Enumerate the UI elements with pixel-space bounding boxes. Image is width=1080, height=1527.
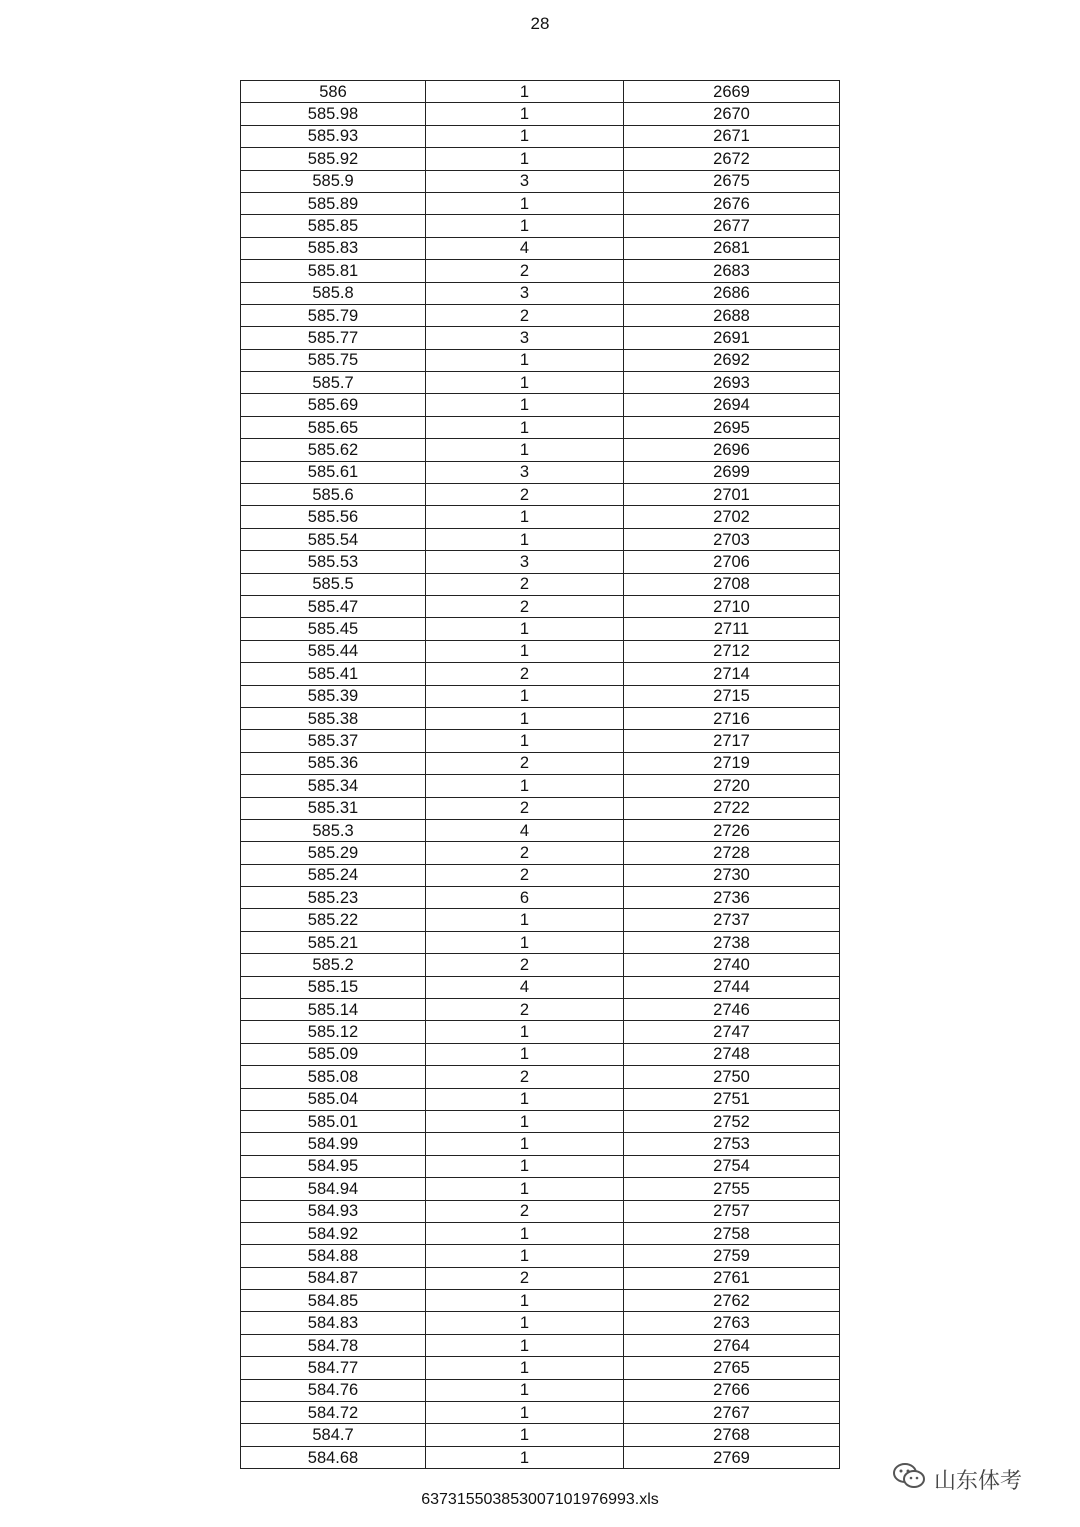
score-cell: 585.83 [241,237,426,259]
table-row [241,484,840,506]
count-cell: 1 [426,439,624,461]
count-cell: 1 [426,685,624,707]
table-row [241,1133,840,1155]
table-row [241,372,840,394]
count-cell: 1 [426,528,624,550]
score-cell: 585.5 [241,573,426,595]
score-cell: 585.54 [241,528,426,550]
count-cell: 2 [426,842,624,864]
table-row [241,394,840,416]
score-cell: 585.24 [241,864,426,886]
table-row [241,819,840,841]
cumulative-cell: 2694 [624,394,840,416]
count-cell: 1 [426,1110,624,1132]
score-cell: 585.61 [241,461,426,483]
cumulative-cell: 2701 [624,484,840,506]
score-cell: 585.12 [241,1021,426,1043]
score-cell: 585.8 [241,282,426,304]
score-cell: 585.89 [241,192,426,214]
count-cell: 2 [426,954,624,976]
cumulative-cell: 2714 [624,663,840,685]
score-cell: 585.92 [241,148,426,170]
score-cell: 585.31 [241,797,426,819]
count-cell: 1 [426,730,624,752]
table-row [241,1110,840,1132]
count-cell: 1 [426,372,624,394]
score-cell: 584.99 [241,1133,426,1155]
score-cell: 585.38 [241,707,426,729]
count-cell: 4 [426,237,624,259]
score-cell: 585.08 [241,1066,426,1088]
table-row [241,640,840,662]
table-row [241,192,840,214]
count-cell: 1 [426,1021,624,1043]
cumulative-cell: 2747 [624,1021,840,1043]
score-cell: 585.22 [241,909,426,931]
count-cell: 4 [426,976,624,998]
table-row [241,730,840,752]
score-table-body [241,81,840,1469]
count-cell: 1 [426,1312,624,1334]
cumulative-cell: 2677 [624,215,840,237]
score-cell: 584.88 [241,1245,426,1267]
table-row [241,618,840,640]
cumulative-cell: 2675 [624,170,840,192]
table-row [241,909,840,931]
score-cell: 585.44 [241,640,426,662]
score-cell: 585.93 [241,125,426,147]
cumulative-cell: 2699 [624,461,840,483]
count-cell: 1 [426,1402,624,1424]
score-cell: 584.87 [241,1267,426,1289]
count-cell: 1 [426,1155,624,1177]
count-cell: 2 [426,484,624,506]
score-cell: 585.77 [241,327,426,349]
table-row [241,1267,840,1289]
table-row [241,1290,840,1312]
table-row [241,148,840,170]
score-cell: 585.23 [241,887,426,909]
cumulative-cell: 2669 [624,81,840,103]
table-row [241,1021,840,1043]
count-cell: 3 [426,461,624,483]
count-cell: 1 [426,1357,624,1379]
count-cell: 1 [426,931,624,953]
score-cell: 585.65 [241,416,426,438]
cumulative-cell: 2720 [624,775,840,797]
count-cell: 2 [426,573,624,595]
cumulative-cell: 2740 [624,954,840,976]
cumulative-cell: 2755 [624,1178,840,1200]
table-row [241,125,840,147]
cumulative-cell: 2752 [624,1110,840,1132]
table-row [241,707,840,729]
score-cell: 585.62 [241,439,426,461]
cumulative-cell: 2672 [624,148,840,170]
cumulative-cell: 2769 [624,1446,840,1468]
count-cell: 1 [426,1245,624,1267]
table-row [241,864,840,886]
table-row [241,954,840,976]
count-cell: 3 [426,327,624,349]
table-row [241,1155,840,1177]
table-row [241,1200,840,1222]
table-row [241,752,840,774]
table-row [241,1066,840,1088]
table-row [241,1088,840,1110]
cumulative-cell: 2757 [624,1200,840,1222]
count-cell: 1 [426,909,624,931]
score-cell: 584.93 [241,1200,426,1222]
score-cell: 585.56 [241,506,426,528]
table-row [241,595,840,617]
count-cell: 1 [426,1043,624,1065]
cumulative-cell: 2754 [624,1155,840,1177]
score-cell: 585.53 [241,551,426,573]
table-row [241,237,840,259]
table-row [241,304,840,326]
score-cell: 585.98 [241,103,426,125]
table-row [241,170,840,192]
cumulative-cell: 2748 [624,1043,840,1065]
score-cell: 585.01 [241,1110,426,1132]
table-row [241,439,840,461]
count-cell: 1 [426,1424,624,1446]
cumulative-cell: 2763 [624,1312,840,1334]
score-cell: 585.69 [241,394,426,416]
count-cell: 1 [426,125,624,147]
table-row [241,1043,840,1065]
cumulative-cell: 2706 [624,551,840,573]
score-cell: 585.7 [241,372,426,394]
table-row [241,1245,840,1267]
score-cell: 584.7 [241,1424,426,1446]
count-cell: 1 [426,215,624,237]
table-row [241,663,840,685]
score-cell: 585.2 [241,954,426,976]
table-row [241,1178,840,1200]
score-cell: 585.34 [241,775,426,797]
score-cell: 585.14 [241,999,426,1021]
cumulative-cell: 2712 [624,640,840,662]
count-cell: 4 [426,819,624,841]
cumulative-cell: 2715 [624,685,840,707]
table-row [241,461,840,483]
count-cell: 2 [426,595,624,617]
page-number: 28 [530,14,550,33]
cumulative-cell: 2765 [624,1357,840,1379]
score-cell: 585.6 [241,484,426,506]
count-cell: 3 [426,170,624,192]
cumulative-cell: 2768 [624,1424,840,1446]
score-cell: 585.81 [241,260,426,282]
cumulative-cell: 2692 [624,349,840,371]
score-cell: 584.85 [241,1290,426,1312]
table-row [241,103,840,125]
table-row [241,1357,840,1379]
table-row [241,999,840,1021]
count-cell: 3 [426,551,624,573]
table-row [241,1446,840,1468]
count-cell: 1 [426,81,624,103]
table-row [241,931,840,953]
score-cell: 585.36 [241,752,426,774]
table-row [241,1334,840,1356]
table-row [241,775,840,797]
cumulative-cell: 2670 [624,103,840,125]
cumulative-cell: 2671 [624,125,840,147]
count-cell: 1 [426,416,624,438]
table-row [241,506,840,528]
count-cell: 1 [426,775,624,797]
score-cell: 585.37 [241,730,426,752]
cumulative-cell: 2703 [624,528,840,550]
score-cell: 584.94 [241,1178,426,1200]
cumulative-cell: 2719 [624,752,840,774]
count-cell: 1 [426,349,624,371]
score-cell: 586 [241,81,426,103]
cumulative-cell: 2702 [624,506,840,528]
cumulative-cell: 2686 [624,282,840,304]
cumulative-cell: 2688 [624,304,840,326]
table-row [241,282,840,304]
cumulative-cell: 2762 [624,1290,840,1312]
score-cell: 584.92 [241,1222,426,1244]
table-row [241,215,840,237]
score-cell: 584.76 [241,1379,426,1401]
count-cell: 1 [426,192,624,214]
count-cell: 1 [426,1178,624,1200]
count-cell: 1 [426,1334,624,1356]
table-row [241,685,840,707]
cumulative-cell: 2711 [624,618,840,640]
cumulative-cell: 2761 [624,1267,840,1289]
cumulative-cell: 2681 [624,237,840,259]
table-row [241,842,840,864]
count-cell: 1 [426,148,624,170]
score-cell: 585.04 [241,1088,426,1110]
cumulative-cell: 2693 [624,372,840,394]
cumulative-cell: 2737 [624,909,840,931]
score-cell: 585.09 [241,1043,426,1065]
score-cell: 584.68 [241,1446,426,1468]
table-row [241,551,840,573]
cumulative-cell: 2717 [624,730,840,752]
cumulative-cell: 2736 [624,887,840,909]
score-cell: 585.75 [241,349,426,371]
score-cell: 585.21 [241,931,426,953]
count-cell: 2 [426,1066,624,1088]
count-cell: 2 [426,304,624,326]
count-cell: 1 [426,618,624,640]
score-table [240,80,840,1469]
score-cell: 585.29 [241,842,426,864]
table-row [241,349,840,371]
cumulative-cell: 2716 [624,707,840,729]
table-row [241,887,840,909]
table-row [241,327,840,349]
score-cell: 585.79 [241,304,426,326]
cumulative-cell: 2750 [624,1066,840,1088]
count-cell: 1 [426,707,624,729]
count-cell: 1 [426,1446,624,1468]
cumulative-cell: 2691 [624,327,840,349]
count-cell: 2 [426,260,624,282]
count-cell: 2 [426,999,624,1021]
table-row [241,573,840,595]
table-row [241,797,840,819]
count-cell: 1 [426,1088,624,1110]
count-cell: 2 [426,1267,624,1289]
count-cell: 2 [426,864,624,886]
count-cell: 2 [426,1200,624,1222]
table-row [241,1222,840,1244]
cumulative-cell: 2751 [624,1088,840,1110]
table-row [241,528,840,550]
table-row [241,81,840,103]
cumulative-cell: 2744 [624,976,840,998]
cumulative-cell: 2767 [624,1402,840,1424]
watermark-text: 山东体考 [934,1468,1023,1494]
table-row [241,1379,840,1401]
cumulative-cell: 2695 [624,416,840,438]
count-cell: 1 [426,1290,624,1312]
count-cell: 1 [426,103,624,125]
score-cell: 584.95 [241,1155,426,1177]
cumulative-cell: 2753 [624,1133,840,1155]
count-cell: 1 [426,1379,624,1401]
score-cell: 585.15 [241,976,426,998]
score-cell: 585.45 [241,618,426,640]
score-cell: 584.72 [241,1402,426,1424]
table-row [241,1312,840,1334]
cumulative-cell: 2759 [624,1245,840,1267]
cumulative-cell: 2708 [624,573,840,595]
count-cell: 2 [426,752,624,774]
cumulative-cell: 2730 [624,864,840,886]
table-row [241,1402,840,1424]
table-row [241,416,840,438]
score-cell: 584.83 [241,1312,426,1334]
table-row [241,976,840,998]
count-cell: 1 [426,394,624,416]
cumulative-cell: 2738 [624,931,840,953]
count-cell: 1 [426,1222,624,1244]
count-cell: 1 [426,640,624,662]
count-cell: 3 [426,282,624,304]
table-row [241,1424,840,1446]
cumulative-cell: 2766 [624,1379,840,1401]
cumulative-cell: 2758 [624,1222,840,1244]
score-cell: 585.41 [241,663,426,685]
count-cell: 2 [426,663,624,685]
count-cell: 2 [426,797,624,819]
cumulative-cell: 2683 [624,260,840,282]
score-cell: 585.39 [241,685,426,707]
cumulative-cell: 2676 [624,192,840,214]
score-cell: 585.9 [241,170,426,192]
cumulative-cell: 2764 [624,1334,840,1356]
table-row [241,260,840,282]
cumulative-cell: 2696 [624,439,840,461]
cumulative-cell: 2728 [624,842,840,864]
cumulative-cell: 2722 [624,797,840,819]
cumulative-cell: 2710 [624,595,840,617]
score-cell: 585.85 [241,215,426,237]
footer-filename: 637315503853007101976993.xls [421,1491,659,1508]
score-cell: 584.77 [241,1357,426,1379]
score-cell: 585.3 [241,819,426,841]
score-cell: 584.78 [241,1334,426,1356]
count-cell: 6 [426,887,624,909]
cumulative-cell: 2746 [624,999,840,1021]
count-cell: 1 [426,1133,624,1155]
cumulative-cell: 2726 [624,819,840,841]
score-cell: 585.47 [241,595,426,617]
count-cell: 1 [426,506,624,528]
